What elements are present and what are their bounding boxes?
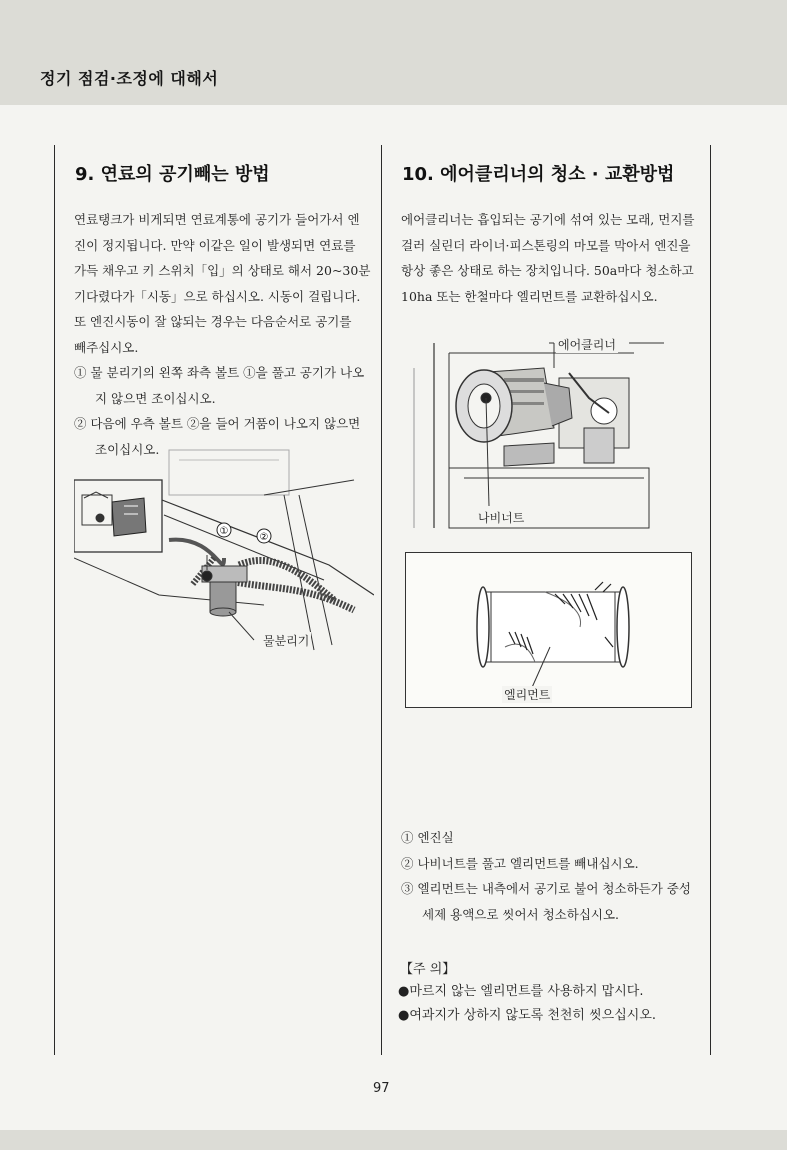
callout-2-text: ② xyxy=(259,532,269,543)
bullet-dot-icon: ● xyxy=(398,1008,410,1023)
right-line: 항상 좋은 상태로 하는 장치입니다. 50a마다 청소하고 xyxy=(401,263,694,278)
right-margin-rule xyxy=(710,145,711,1055)
right-steps xyxy=(401,825,701,927)
wing-nut-label: 나비너트 xyxy=(478,511,525,525)
right-body-text xyxy=(401,207,701,309)
right-section-title: 10. 에어클리너의 청소 · 교환방법 xyxy=(402,164,675,185)
left-step: ② 다음에 우측 볼트 ②을 들어 거품이 나오지 않으면 조이십시오. xyxy=(74,416,361,457)
left-section-title: 9. 연료의 공기빼는 방법 xyxy=(75,164,270,185)
element-label: 엘리먼트 xyxy=(504,688,551,702)
column-divider xyxy=(381,145,382,1055)
bullet-dot-icon: ● xyxy=(398,984,410,999)
callout-1-text: ① xyxy=(219,526,229,537)
element-illustration xyxy=(405,552,692,708)
water-separator-illustration xyxy=(74,440,374,680)
water-separator-figure xyxy=(74,440,374,680)
water-separator-label: 물분리기 xyxy=(263,634,310,648)
page-number: 97 xyxy=(373,1081,390,1096)
left-body-text xyxy=(74,207,369,462)
caution-heading: 【주 의】 xyxy=(400,962,456,977)
caution-item-text: 여과지가 상하지 않도록 천천히 씻으십시오. xyxy=(409,1008,657,1023)
element-figure xyxy=(405,552,692,708)
right-line: 걸러 실린더 라이너·피스톤링의 마모를 막아서 엔진을 xyxy=(401,237,691,253)
right-line: 10ha 또는 한철마다 엘리먼트를 교환하십시오. xyxy=(401,288,658,304)
left-line: 연료탱크가 비게되면 연료계통에 공기가 들어가서 엔 xyxy=(74,212,360,227)
callout-2 xyxy=(257,529,271,543)
air-cleaner-figure xyxy=(404,328,694,534)
left-margin-rule xyxy=(54,145,55,1055)
right-step: ③ 엘리먼트는 내측에서 공기로 불어 청소하든가 중성세제 용액으로 씻어서 청소하십시오. xyxy=(401,881,691,922)
right-step: ② 나비너트를 풀고 엘리먼트를 빼내십시오. xyxy=(401,855,639,871)
caution-item-text: 마르지 않는 엘리먼트를 사용하지 맙시다. xyxy=(409,984,644,999)
caution-item xyxy=(398,1004,656,1023)
right-step: ① 엔진실 xyxy=(401,830,454,845)
section-header: 정기 점검·조정에 대해서 xyxy=(40,69,219,88)
header-band xyxy=(0,0,787,105)
air-cleaner-illustration xyxy=(404,328,694,534)
left-line: 기다렸다가「시동」으로 하십시오. 시동이 걸립니다. xyxy=(74,288,361,304)
left-line: 진이 정지됩니다. 만약 이같은 일이 발생되면 연료를 xyxy=(74,237,356,253)
air-cleaner-label: 에어클리너 xyxy=(558,338,616,352)
caution-item xyxy=(398,980,644,999)
left-line: 빼주십시오. xyxy=(74,339,139,355)
callout-1 xyxy=(217,523,231,537)
footer-band xyxy=(0,1130,787,1150)
right-line: 에어클리너는 흡입되는 공기에 섞여 있는 모래, 먼지를 xyxy=(401,212,695,227)
left-line: 또 엔진시동이 잘 않되는 경우는 다음순서로 공기를 xyxy=(74,314,352,329)
left-line: 가득 채우고 키 스위치「입」의 상태로 해서 20~30분 xyxy=(74,263,371,278)
left-step: ① 물 분리기의 왼쪽 좌측 볼트 ①을 풀고 공기가 나오지 않으면 조이십시오. xyxy=(74,365,365,406)
